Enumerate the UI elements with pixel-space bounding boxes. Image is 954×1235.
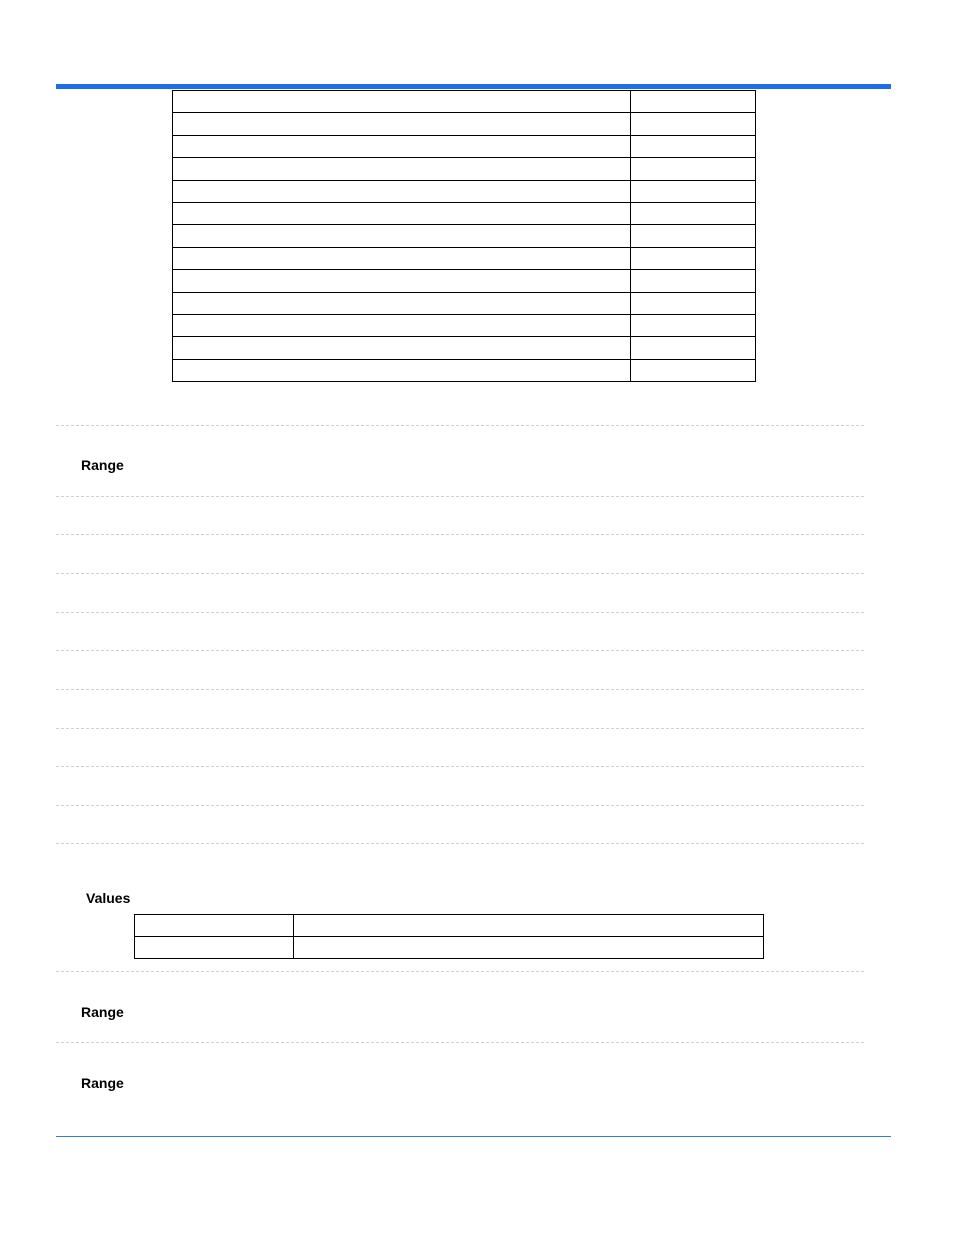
table-cell — [631, 337, 756, 359]
table-cell — [135, 915, 294, 937]
table-row — [173, 202, 756, 224]
section-divider — [56, 650, 864, 651]
footer-rule — [56, 1136, 891, 1137]
range-label: Range — [81, 457, 124, 473]
section-divider — [56, 805, 864, 806]
table-cell — [631, 247, 756, 269]
table-row — [135, 915, 764, 937]
section-divider — [56, 728, 864, 729]
table-cell — [294, 915, 764, 937]
table-row — [173, 158, 756, 180]
values-table — [134, 914, 764, 959]
table-cell — [631, 292, 756, 314]
table-row — [173, 225, 756, 247]
table-row — [173, 247, 756, 269]
table-cell — [631, 202, 756, 224]
table-cell — [173, 314, 631, 336]
table-cell — [294, 937, 764, 959]
table-cell — [631, 113, 756, 135]
section-divider — [56, 689, 864, 690]
section-divider — [56, 843, 864, 844]
section-divider — [56, 1042, 864, 1043]
table-cell — [631, 359, 756, 381]
table-cell — [631, 180, 756, 202]
table-row — [173, 359, 756, 381]
section-divider — [56, 496, 864, 497]
table-cell — [173, 91, 631, 113]
range-label: Range — [81, 1004, 124, 1020]
table-cell — [631, 158, 756, 180]
section-divider — [56, 612, 864, 613]
table-cell — [173, 113, 631, 135]
section-divider — [56, 766, 864, 767]
table-cell — [173, 180, 631, 202]
table-row — [173, 314, 756, 336]
table-cell — [173, 292, 631, 314]
table-row — [173, 337, 756, 359]
table-cell — [173, 202, 631, 224]
table-cell — [173, 270, 631, 292]
header-rule — [56, 84, 891, 89]
table-cell — [631, 135, 756, 157]
table-cell — [173, 135, 631, 157]
range-label: Range — [81, 1075, 124, 1091]
table-row — [173, 113, 756, 135]
table-cell — [173, 337, 631, 359]
section-divider — [56, 971, 864, 972]
section-divider — [56, 534, 864, 535]
table-row — [173, 135, 756, 157]
table-cell — [135, 937, 294, 959]
section-divider — [56, 573, 864, 574]
table-cell — [631, 314, 756, 336]
section-divider — [56, 425, 864, 426]
table-cell — [173, 247, 631, 269]
table-cell — [631, 91, 756, 113]
table-cell — [173, 359, 631, 381]
table-row — [173, 180, 756, 202]
table-cell — [631, 270, 756, 292]
table-cell — [631, 225, 756, 247]
table-row — [135, 937, 764, 959]
table-row — [173, 91, 756, 113]
table-row — [173, 292, 756, 314]
parameter-table — [172, 90, 756, 382]
table-cell — [173, 225, 631, 247]
table-cell — [173, 158, 631, 180]
values-label: Values — [86, 890, 131, 906]
table-row — [173, 270, 756, 292]
